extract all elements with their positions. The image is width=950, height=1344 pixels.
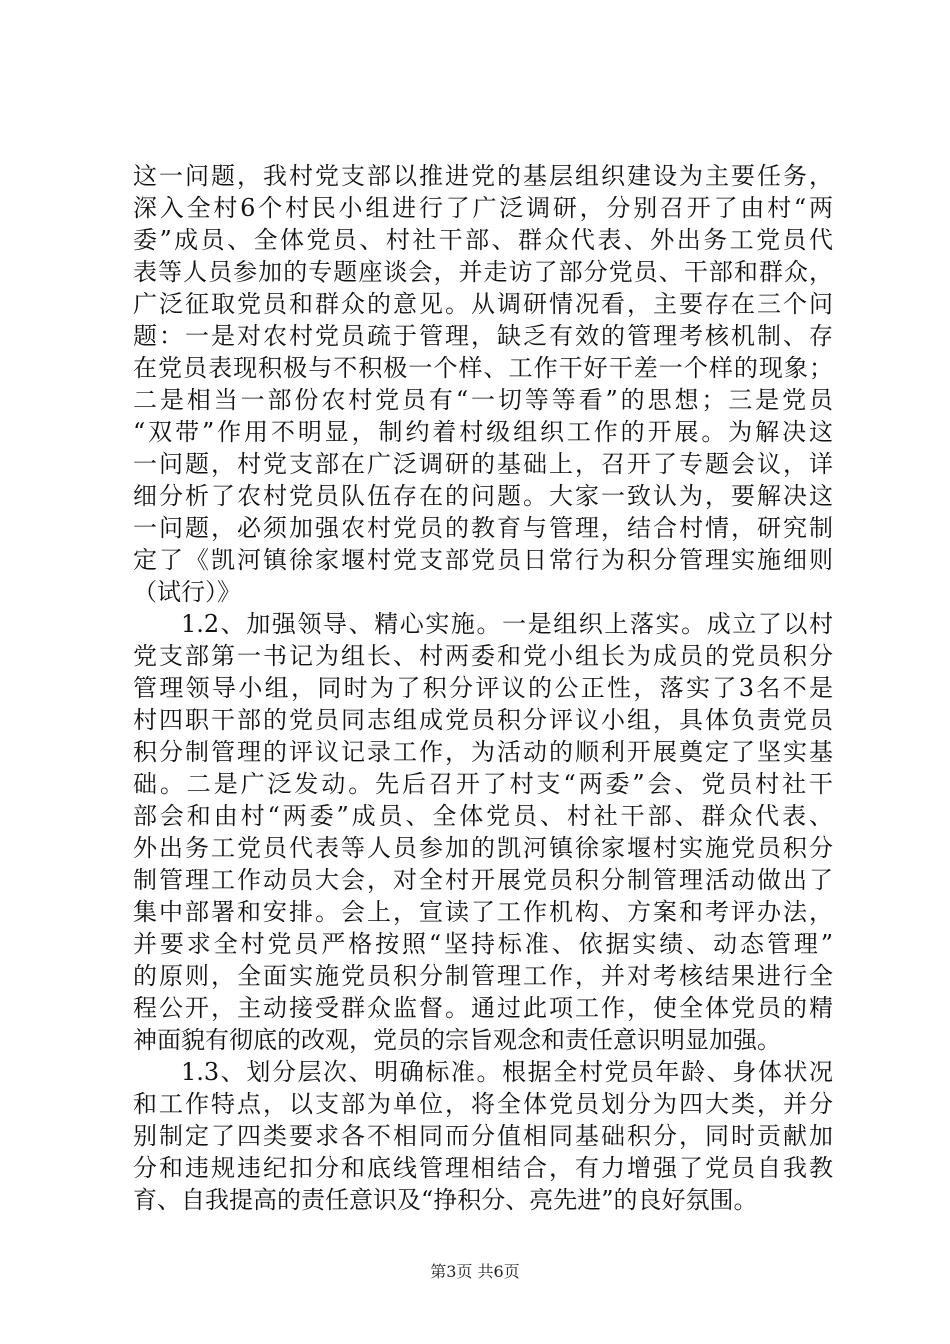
section-heading-1-3: 1.3、划分层次、明确标准。根据全村党员年龄、身体状况 — [181, 1058, 833, 1086]
text-line: 表等人员参加的专题座谈会，并走访了部分党员、干部和群众， — [133, 258, 833, 286]
text-line: 题：一是对农村党员疏于管理，缺乏有效的管理考核机制、存 — [133, 322, 833, 350]
text-line: 集中部署和安排。会上，宣读了工作机构、方案和考评办法， — [133, 898, 833, 926]
text-line: 广泛征取党员和群众的意见。从调研情况看，主要存在三个问 — [133, 290, 833, 318]
text-line: 和工作特点，以支部为单位，将全体党员划分为四大类，并分 — [133, 1090, 833, 1118]
text-line: 别制定了四类要求各不相同而分值相同基础积分，同时贡献加 — [133, 1122, 833, 1150]
text-line: 细分析了农村党员队伍存在的问题。大家一致认为，要解决这 — [133, 482, 833, 510]
text-line: 分和违规违纪扣分和底线管理相结合，有力增强了党员自我教 — [133, 1154, 833, 1182]
body-text — [133, 160, 833, 1216]
text-line: 一问题，村党支部在广泛调研的基础上，召开了专题会议，详 — [133, 450, 833, 478]
text-line: 神面貌有彻底的改观，党员的宗旨观念和责任意识明显加强。 — [133, 1026, 781, 1054]
text-line: 的原则，全面实施党员积分制管理工作，并对考核结果进行全 — [133, 962, 833, 990]
page-number-footer: 第3页 共6页 — [430, 1262, 520, 1281]
text-line: 部会和由村“两委”成员、全体党员、村社干部、群众代表、 — [133, 802, 833, 830]
text-line: “双带”作用不明显，制约着村级组织工作的开展。为解决这 — [133, 418, 833, 446]
text-line: 党支部第一书记为组长、村两委和党小组长为成员的党员积分 — [133, 642, 833, 670]
text-line: 一问题，必须加强农村党员的教育与管理，结合村情，研究制 — [133, 514, 833, 542]
text-line: 委”成员、全体党员、村社干部、群众代表、外出务工党员代 — [133, 226, 833, 254]
text-line: 这一问题，我村党支部以推进党的基层组织建设为主要任务， — [133, 162, 833, 190]
text-line: 定了《凯河镇徐家堰村党支部党员日常行为积分管理实施细则 — [133, 546, 833, 574]
text-line: 在党员表现积极与不积极一个样、工作干好干差一个样的现象； — [133, 354, 833, 382]
text-line: 二是相当一部份农村党员有“一切等等看”的思想；三是党员 — [133, 386, 833, 414]
text-line: 外出务工党员代表等人员参加的凯河镇徐家堰村实施党员积分 — [133, 834, 833, 862]
text-line: 并要求全村党员严格按照“坚持标准、依据实绩、动态管理” — [133, 930, 833, 958]
text-line: 制管理工作动员大会，对全村开展党员积分制管理活动做出了 — [133, 866, 833, 894]
text-line: 程公开，主动接受群众监督。通过此项工作，使全体党员的精 — [133, 994, 833, 1022]
text-line: 育、自我提高的责任意识及“挣积分、亮先进”的良好氛围。 — [133, 1186, 758, 1214]
text-line: （试行）》 — [133, 578, 241, 606]
text-line: 积分制管理的评议记录工作，为活动的顺利开展奠定了坚实基 — [133, 738, 833, 766]
section-heading-1-2: 1.2、加强领导、精心实施。一是组织上落实。成立了以村 — [181, 610, 833, 638]
text-line: 村四职干部的党员同志组成党员积分评议小组，具体负责党员 — [133, 706, 833, 734]
text-line: 深入全村6个村民小组进行了广泛调研，分别召开了由村“两 — [133, 194, 833, 222]
text-line: 础。二是广泛发动。先后召开了村支“两委”会、党员村社干 — [133, 770, 833, 798]
text-line: 管理领导小组，同时为了积分评议的公正性，落实了3名不是 — [133, 674, 833, 702]
